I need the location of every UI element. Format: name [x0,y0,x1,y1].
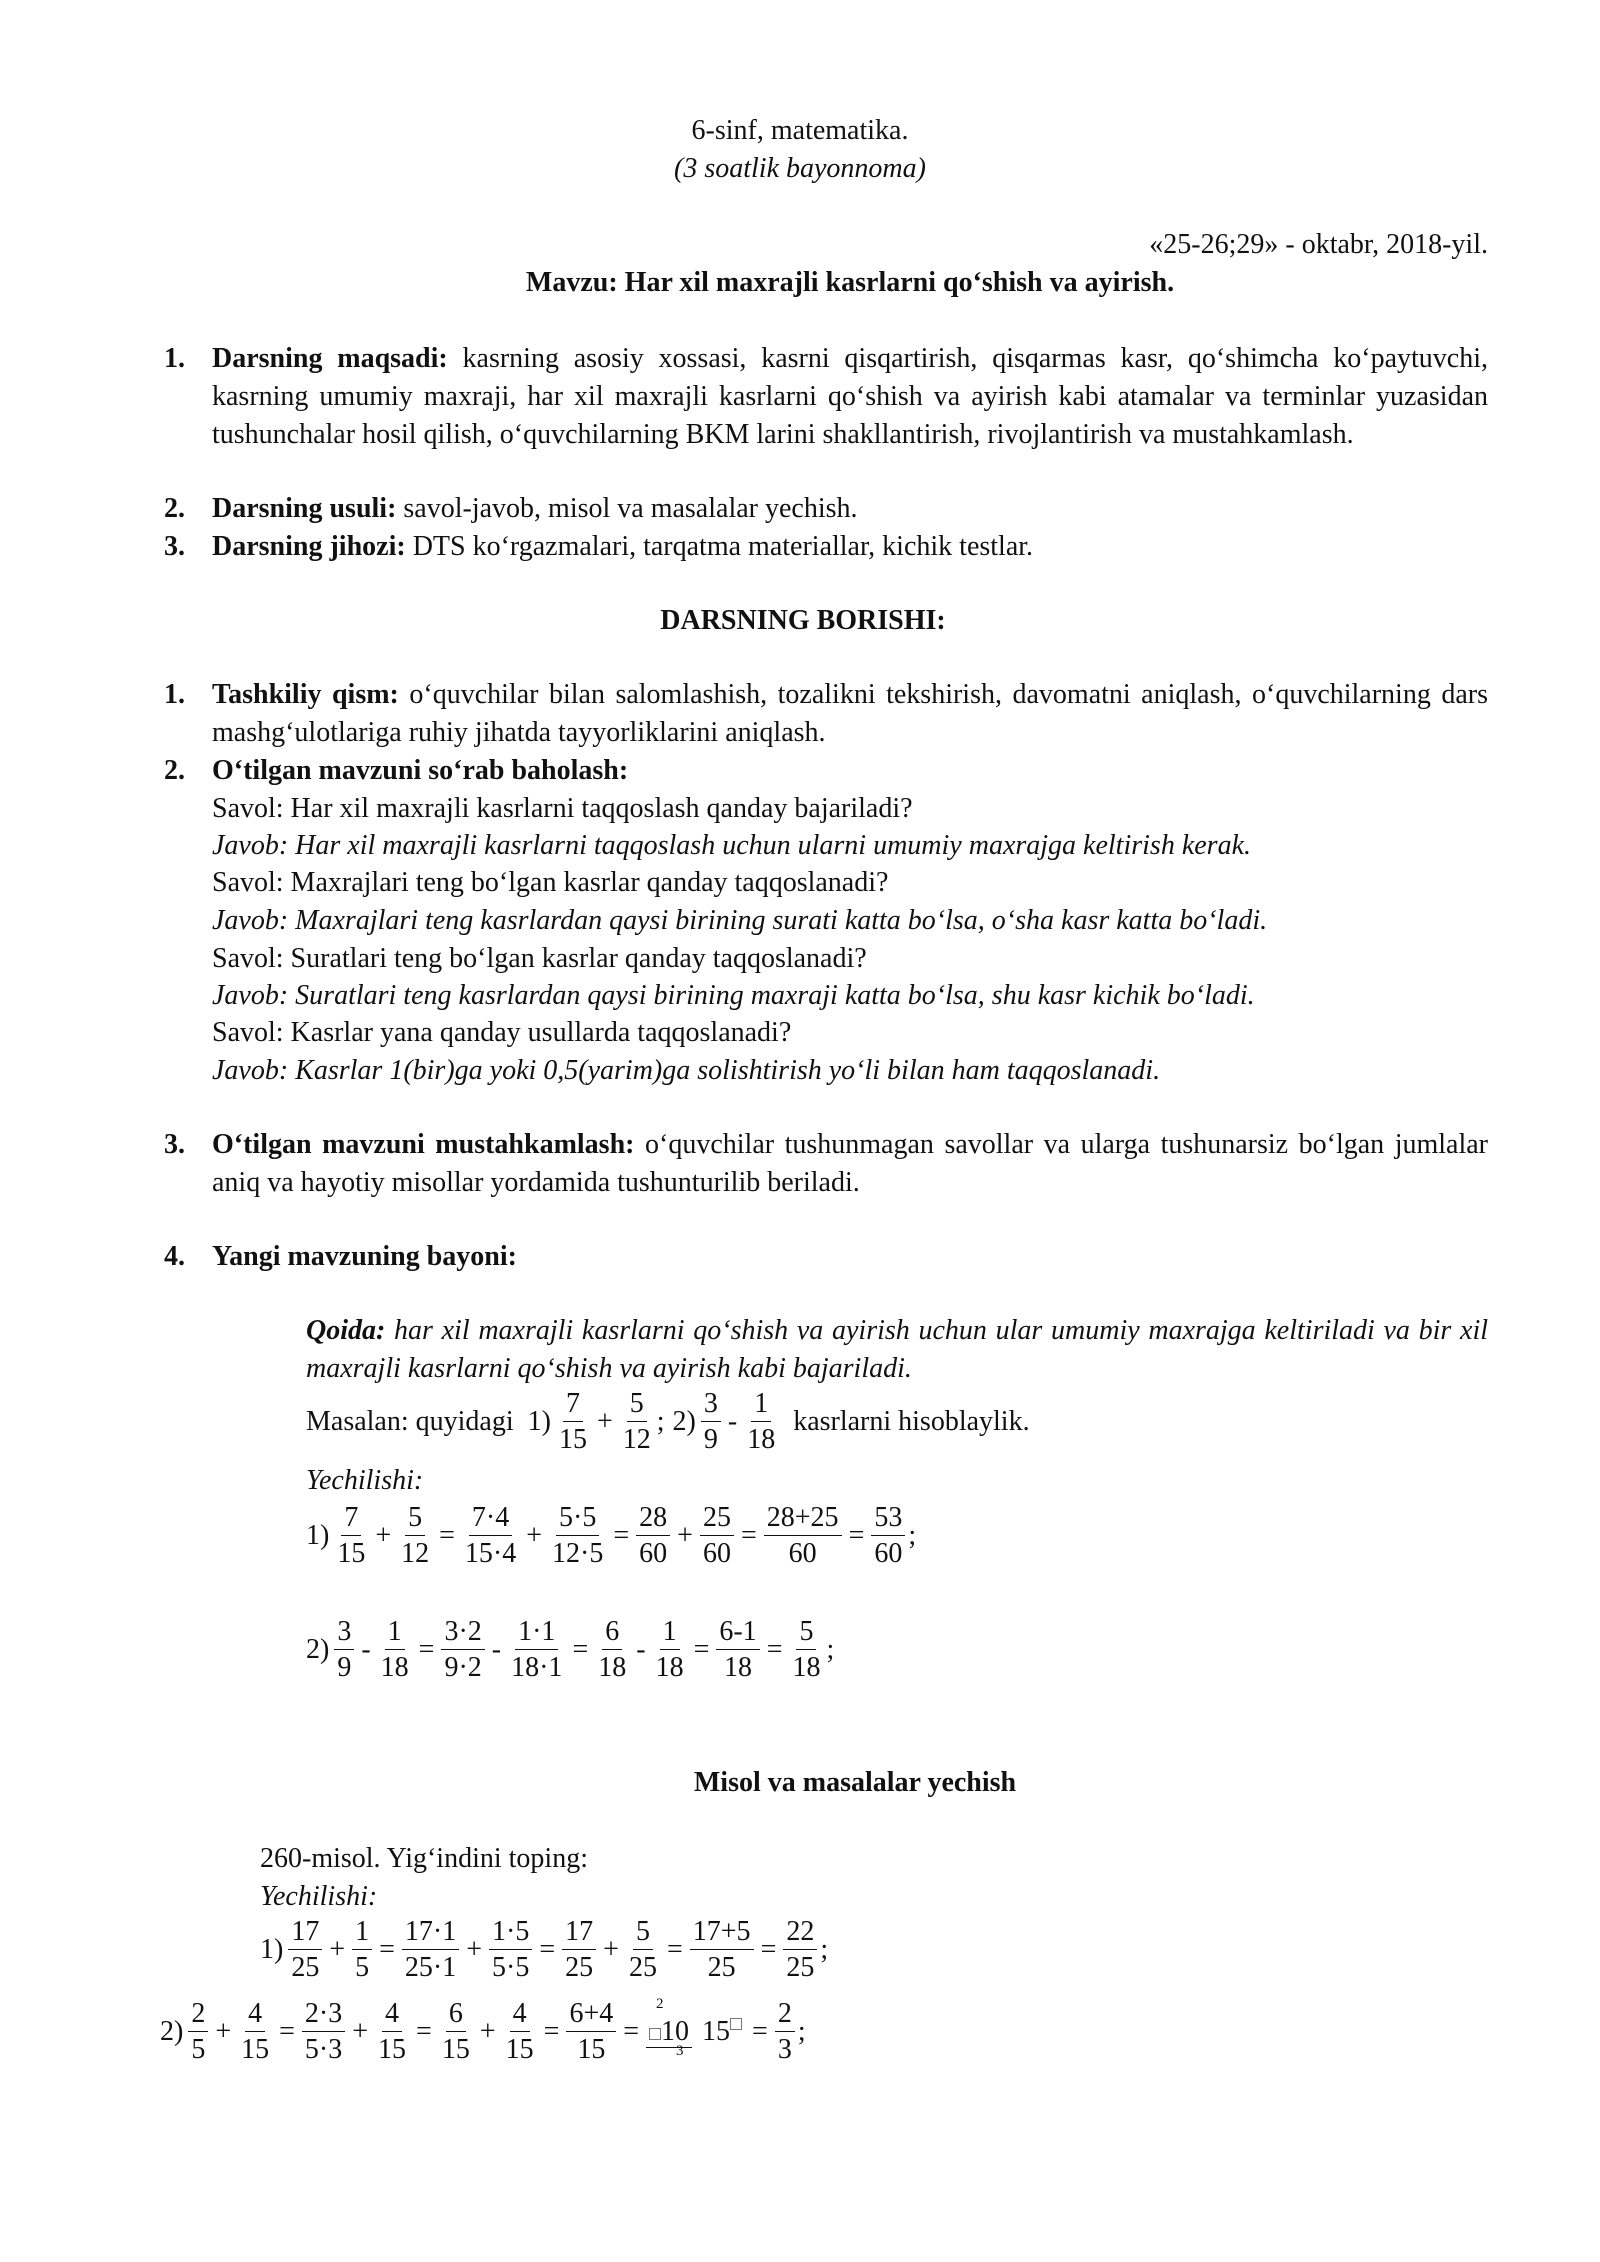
example-label-2: 2) [672,1406,696,1437]
numerator: 3 [701,1387,721,1422]
fraction [789,1615,823,1686]
equals-sign: = [572,1634,589,1665]
denominator: 25 [707,1951,736,1983]
exercise-260-part-1 [260,1912,828,1988]
qa-answer: Javob: Har xil maxrajli kasrlarni taqqoslash uchun ularni umumiy maxrajga keltirish kerak. [212,830,1251,861]
denominator: 15 [337,1537,366,1569]
rule-block [306,1312,1488,1388]
equals-sign: = [752,2016,768,2047]
equals-sign: = [418,1634,435,1665]
exercise-260-title: 260-misol. Yig‘indini toping: [260,1843,588,1874]
denominator: 15 [241,2033,270,2065]
cancel-top-number: 2 [656,1996,664,2012]
denominator: 9·2 [444,1651,482,1683]
denominator: 25·1 [404,1951,457,1983]
denominator: 18 [792,1651,821,1683]
denominator: 12 [401,1537,430,1569]
step-number: 2. [164,755,185,786]
fraction [398,1501,432,1572]
numerator [646,2016,692,2048]
numerator: 1 [385,1615,405,1650]
fraction [302,1997,345,2068]
qa-question: Savol: Maxrajlari teng bo‘lgan kasrlar qanday taqqoslanadi? [212,867,889,898]
denominator: 18·1 [511,1651,563,1683]
semicolon: ; [908,1520,917,1551]
denominator: 5·5 [492,1951,530,1983]
numerator: 2·3 [302,1997,345,2032]
cancel-mark-icon [649,2028,661,2040]
numerator: 5 [627,1387,647,1422]
denominator: 15 [441,2033,470,2065]
equals-sign: = [279,2016,295,2047]
plus-sign: + [479,2016,496,2047]
example-line [306,1384,1030,1460]
numerator-value: 10 [661,2016,690,2047]
numerator: 53 [871,1501,905,1536]
intro-label: Darsning jihozi: [212,531,406,562]
numerator: 17 [288,1915,322,1950]
minus-sign: - [361,1634,371,1665]
exercise-260-part-2 [160,1992,806,2072]
fraction [562,1915,596,1986]
equals-sign: = [613,1520,630,1551]
numerator: 2 [188,1997,208,2032]
step-tashkiliy [212,676,1488,752]
semicolon: ; [826,1634,835,1665]
intro-number: 2. [164,493,185,524]
fraction [595,1615,629,1686]
numerator: 7·4 [469,1501,512,1536]
denominator: 18 [380,1651,409,1683]
numerator: 28+25 [764,1501,842,1536]
step-label: O‘tilgan mavzuni mustahkamlash: [212,1129,635,1160]
numerator: 7 [563,1387,583,1422]
example-label-1: 1) [527,1406,551,1437]
denominator [699,2016,745,2047]
denominator: 25 [786,1951,815,1983]
numerator: 5·5 [556,1501,599,1536]
section-title-exercises: Misol va masalalar yechish [693,1767,1017,1798]
rule-label: Qoida: [306,1315,386,1346]
fraction [503,1997,537,2068]
fraction [462,1501,519,1572]
numerator: 4 [510,1997,530,2032]
fraction [783,1915,817,1986]
denominator: 15·4 [464,1537,517,1569]
fraction [188,1997,208,2068]
numerator: 1 [751,1387,771,1422]
intro-item-usuli [212,490,1488,528]
doc-subtitle: (3 soatlik bayonnoma) [674,153,926,184]
step-bayoni-label: Yangi mavzuning bayoni: [212,1241,517,1272]
step-text: o‘quvchilar bilan salomlashish, tozalikni tekshirish, davomatni aniqlash, o‘quvchilarning dars mashg‘ulotlariga ruhiy jihatda tayyorliklarini aniqlash. [212,679,1488,748]
fraction [334,1615,354,1686]
equals-sign: = [543,2016,560,2047]
denominator: 18 [655,1651,684,1683]
denominator: 9 [703,1423,718,1455]
denominator: 9 [337,1651,352,1683]
numerator: 7 [341,1501,361,1536]
cancelled-fraction [646,1996,745,2059]
denominator: 5 [191,2033,206,2065]
denominator: 5 [355,1951,370,1983]
equals-sign: = [848,1520,865,1551]
intro-item-jihozi [212,528,1488,566]
fraction [508,1615,565,1686]
example-prefix: Masalan: quyidagi [306,1406,514,1437]
denominator: 60 [702,1537,731,1569]
minus-sign: - [727,1406,738,1437]
numerator: 1 [352,1915,372,1950]
cancel-bottom-number: 3 [676,2043,684,2059]
numerator: 17·1 [402,1915,459,1950]
fraction [701,1387,721,1458]
numerator: 22 [783,1915,817,1950]
numerator: 6+4 [566,1997,616,2032]
qa-answer: Javob: Maxrajlari teng kasrlardan qaysi birining surati katta bo‘lsa, o‘sha kasr katta bo‘ladi. [212,905,1268,936]
solution-label: Yechilishi: [306,1465,424,1496]
equals-sign: = [416,2016,432,2047]
doc-title: 6-sinf, matematika. [691,115,909,146]
qa-answer: Javob: Kasrlar 1(bir)ga yoki 0,5(yarim)ga solishtirish yo‘li bilan ham taqqoslanadi. [212,1055,1161,1086]
solution-label-2: 2) [306,1634,330,1665]
denominator: 12·5 [552,1537,604,1569]
minus-sign: - [491,1634,502,1665]
qa-answer: Javob: Suratlari teng kasrlardan qaysi birining maxraji katta bo‘lsa, shu kasr kichik bo‘ladi. [212,980,1255,1011]
intro-text: kasrning asosiy xossasi, kasrni qisqartirish, qisqarmas kasr, qo‘shimcha ko‘paytuvchi, kasrning umumiy maxraji, har xil maxrajli kasrlarni qo‘shish va ayirish kabi atamalar va terminlar yuzasidan tushunchalar hosil qilish, o‘quvchilarning BKM larini shakllantirish, rivojlantirish va mustahkamlash. [212,343,1489,450]
intro-number: 3. [164,531,185,562]
denominator: 60 [639,1537,668,1569]
numerator: 3·2 [441,1615,484,1650]
step-baholash-label: O‘tilgan mavzuni so‘rab baholash: [212,755,629,786]
solution-2 [306,1612,834,1688]
fraction [352,1915,372,1986]
denominator: 5·3 [304,2033,343,2065]
fraction [549,1501,606,1572]
fraction [636,1501,670,1572]
numerator: 4 [245,1997,265,2032]
intro-text: savol-javob, misol va masalalar yechish. [396,493,858,524]
minus-sign: - [636,1634,646,1665]
fraction [626,1915,660,1986]
denominator: 15 [378,2033,407,2065]
qa-question: Savol: Har xil maxrajli kasrlarni taqqoslash qanday bajariladi? [212,793,913,824]
denominator: 18 [724,1651,753,1683]
fraction [620,1387,654,1458]
fraction [764,1501,842,1572]
fraction [378,1615,412,1686]
intro-label: Darsning usuli: [212,493,397,524]
denominator: 12 [622,1423,651,1455]
step-number: 1. [164,679,185,710]
fraction [489,1915,532,1986]
denominator: 18 [747,1423,776,1455]
numerator: 6 [602,1615,622,1650]
equals-sign: = [539,1934,556,1965]
equals-sign: = [693,1634,710,1665]
equals-sign: = [740,1520,757,1551]
fraction [334,1501,368,1572]
fraction [716,1615,759,1686]
numerator: 17 [562,1915,596,1950]
plus-sign: + [603,1934,619,1965]
doc-date: «25-26;29» - oktabr, 2018-yil. [1149,229,1488,260]
rule-text: har xil maxrajli kasrlarni qo‘shish va ayirish uchun ular umumiy maxrajga keltiriladi va bir xil maxrajli kasrlarni qo‘shish va ayirish kabi bajariladi. [306,1315,1488,1384]
solution-1 [306,1498,916,1574]
plus-sign: + [352,2016,369,2047]
part-label-1: 1) [260,1934,284,1965]
denominator: 18 [598,1651,627,1683]
denominator: 25 [291,1951,320,1983]
numerator: 5 [633,1915,653,1950]
denominator-value: 15 [702,2016,731,2047]
fraction [871,1501,905,1572]
denominator: 15 [558,1423,587,1455]
doc-topic: Mavzu: Har xil maxrajli kasrlarni qo‘shish va ayirish. [525,267,1175,298]
step-number: 4. [164,1241,185,1272]
fraction [566,1997,616,2068]
fraction [402,1915,459,1986]
semicolon: ; [820,1934,829,1965]
fraction [700,1501,734,1572]
numerator: 4 [382,1997,402,2032]
equals-sign: = [766,1634,783,1665]
numerator: 1 [660,1615,680,1650]
numerator: 28 [636,1501,670,1536]
numerator: 3 [334,1615,354,1650]
intro-text: DTS ko‘rgazmalari, tarqatma materiallar, kichik testlar. [405,531,1034,562]
equals-sign: = [439,1520,455,1551]
numerator: 25 [700,1501,734,1536]
equals-sign: = [666,1934,683,1965]
cancel-mark-icon [730,2018,742,2030]
numerator: 6-1 [716,1615,759,1650]
fraction [441,1615,484,1686]
fraction [744,1387,778,1458]
numerator: 6 [446,1997,466,2032]
semicolon: ; [797,2016,806,2047]
fraction [775,1997,795,2068]
numerator: 5 [405,1501,425,1536]
plus-sign: + [215,2016,232,2047]
qa-question: Savol: Suratlari teng bo‘lgan kasrlar qanday taqqoslanadi? [212,943,867,974]
fraction [653,1615,687,1686]
step-text: o‘quvchilar tushunmagan savollar va ularga tushunarsiz bo‘lgan jumlalar aniq va hayotiy misollar yordamida tushunturilib beriladi. [212,1129,1488,1198]
step-number: 3. [164,1129,185,1160]
denominator: 60 [874,1537,903,1569]
fraction [238,1997,272,2068]
semicolon: ; [656,1406,665,1437]
part-label-2: 2) [160,2016,184,2047]
qa-question: Savol: Kasrlar yana qanday usullarda taqqoslanadi? [212,1017,792,1048]
fraction [288,1915,322,1986]
plus-sign: + [526,1520,543,1551]
denominator: 25 [628,1951,657,1983]
plus-sign: + [677,1520,693,1551]
plus-sign: + [375,1520,392,1551]
denominator: 60 [788,1537,817,1569]
section-title-borishi: DARSNING BORISHI: [660,605,946,636]
solution-label-1: 1) [306,1520,330,1551]
numerator: 5 [796,1615,816,1650]
equals-sign: = [760,1934,777,1965]
denominator: 3 [777,2033,792,2065]
numerator: 1·1 [515,1615,558,1650]
numerator: 1·5 [489,1915,532,1950]
fraction [375,1997,409,2068]
exercise-260-solution-label: Yechilishi: [260,1881,378,1912]
numerator: 2 [775,1997,795,2032]
plus-sign: + [329,1934,346,1965]
plus-sign: + [596,1406,613,1437]
example-suffix: kasrlarni hisoblaylik. [793,1406,1030,1437]
intro-item-maqsadi [212,340,1488,454]
step-mustahkamlash [212,1126,1488,1202]
denominator: 15 [577,2033,606,2065]
equals-sign: = [379,1934,395,1965]
equals-sign: = [623,2016,640,2047]
fraction [439,1997,473,2068]
intro-number: 1. [164,343,185,374]
denominator: 25 [565,1951,594,1983]
denominator: 15 [505,2033,534,2065]
step-label: Tashkiliy qism: [212,679,399,710]
fraction [556,1387,590,1458]
numerator: 17+5 [690,1915,754,1950]
plus-sign: + [466,1934,483,1965]
intro-label: Darsning maqsadi: [212,343,448,374]
fraction [690,1915,754,1986]
